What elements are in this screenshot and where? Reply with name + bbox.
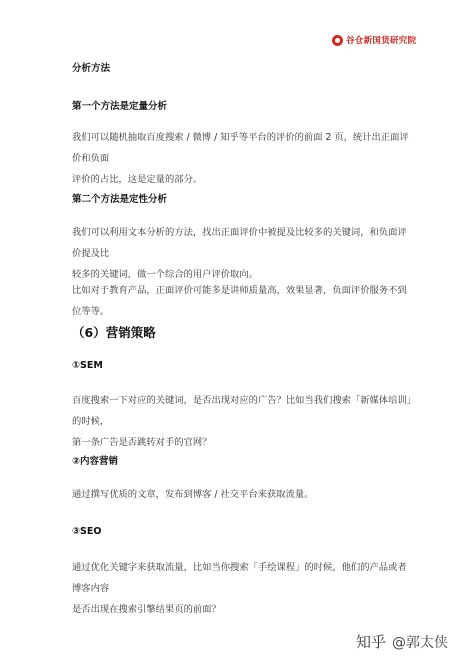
paragraph-line: 我们可以随机抽取百度搜索 / 微博 / 知乎等平台的评价的前面 2 页，统计出正面评价和负面 <box>72 132 409 164</box>
method-one-paragraph <box>72 127 412 190</box>
zhihu-watermark <box>356 631 448 652</box>
method-one-heading: 第一个方法是定量分析 <box>72 101 168 112</box>
watermark-handle: @郭太侠 <box>392 634 448 651</box>
paragraph-line: 评价的占比，这是定量的部分。 <box>72 174 203 185</box>
content-marketing-paragraph: 通过撰写优质的文章，发布到博客 / 社交平台来获取流量。 <box>72 489 314 500</box>
method-two-heading: 第二个方法是定性分析 <box>72 194 168 205</box>
paragraph-line: 通过优化关键字来获取流量，比如当你搜索「手绘课程」的时候，他们的产品或者博客内容 <box>72 562 407 594</box>
method-two-paragraph <box>72 222 412 285</box>
sem-heading: ①SEM <box>72 360 103 371</box>
paragraph-line: 较多的关键词，做一个综合的用户评价取向。 <box>72 269 258 280</box>
paragraph-line: 我们可以利用文本分析的方法，找出正面评价中被提及比较多的关键词，和负面评价提及比 <box>72 227 407 259</box>
logo-text: 谷仓新国货研究院 <box>346 36 417 46</box>
sem-paragraph <box>72 390 412 453</box>
paragraph-line: 是否出现在搜索引擎结果页的前面？ <box>72 604 221 615</box>
example-paragraph: 比如对于教育产品，正面评价可能多是讲师质量高，效果显著，负面评价服务不到位等等。 <box>72 285 407 317</box>
paragraph-line: 百度搜索一下对应的关键词，是否出现对应的广告？比如当我们搜索「新媒体培训」的时候， <box>72 395 412 427</box>
seo-paragraph <box>72 557 412 620</box>
logo-icon <box>332 35 343 46</box>
seo-heading: ③SEO <box>72 526 102 537</box>
section-heading-marketing: （6）营销策略 <box>72 325 156 340</box>
page-title: 分析方法 <box>72 63 111 74</box>
content-marketing-heading: ②内容营销 <box>72 456 119 467</box>
watermark-site: 知乎 <box>355 633 386 651</box>
brand-logo <box>332 34 416 46</box>
paragraph-line: 第一条广告是否跳转对手的官网？ <box>72 437 212 448</box>
